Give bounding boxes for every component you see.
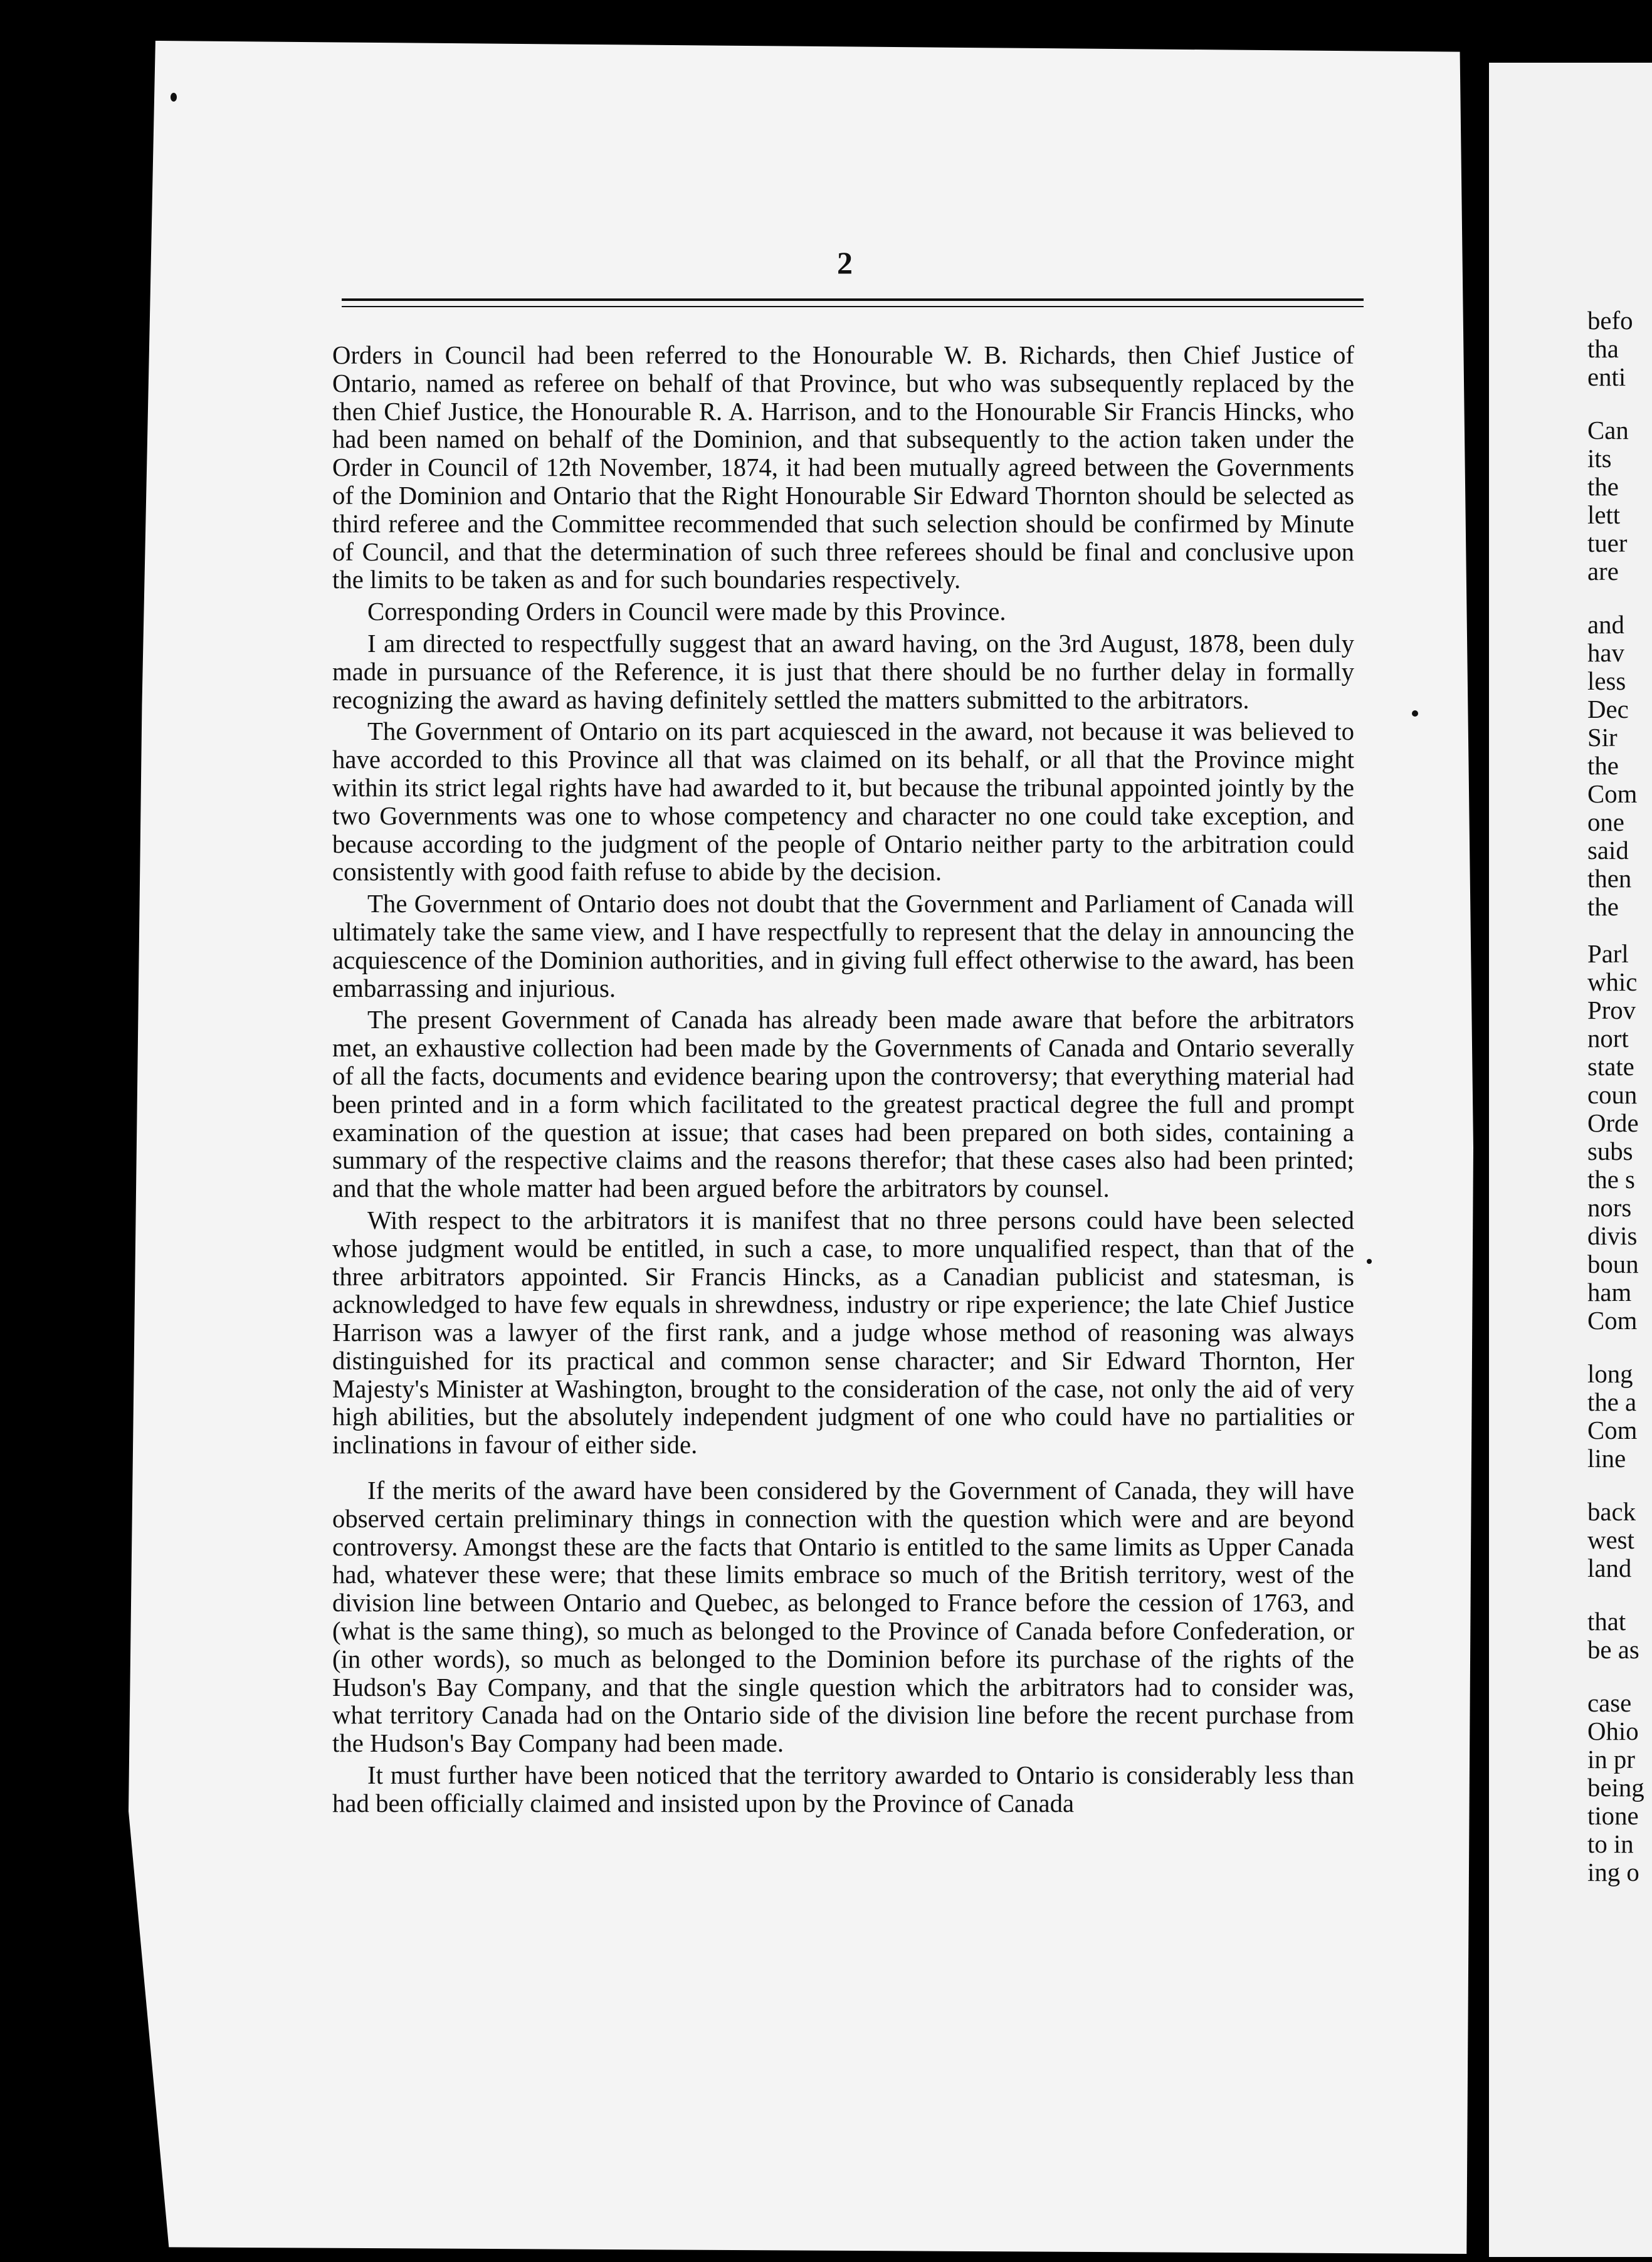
adjacent-page-fragment: the s — [1587, 1165, 1635, 1194]
adjacent-page-fragment: case — [1587, 1689, 1632, 1717]
adjacent-page-fragment: west — [1587, 1526, 1634, 1554]
adjacent-page-fragment: Orde — [1587, 1109, 1639, 1137]
adjacent-page-fragment: Can — [1587, 416, 1629, 445]
adjacent-page-fragment: Dec — [1587, 695, 1629, 723]
adjacent-page-fragment: said — [1587, 836, 1629, 865]
adjacent-page-fragment: nort — [1587, 1024, 1629, 1053]
paragraph: If the merits of the award have been considered by the Government of Canada, they will have observed certain preliminary things in connection with the question which were and are beyond controversy. Amongst these are the facts that Ontario is entitled to the same limits as Upper Canada had, whatever these were; that these limits embrace so much of the British territory, west of the division line between Ontario and Quebec, as belonged to France before the cession of 1763, and (what is the same thing), so much as belonged to the Province of Canada before Confederation, or (in other words), so much as belonged to the Dominion before its purchase of the rights of the Hudson's Bay Company, and that the single question which the arbitrators had to consider was, what territory Canada had on the Ontario side of the division line before the recent purchase from the Hudson's Bay Company had been made. — [332, 1476, 1354, 1758]
adjacent-page-fragment: Prov — [1587, 996, 1636, 1024]
scan-speck — [1367, 1259, 1372, 1264]
adjacent-page-fragment: Com — [1587, 1307, 1638, 1335]
adjacent-page-fragment: land — [1587, 1554, 1632, 1582]
scan-speck — [171, 93, 177, 102]
paragraph: It must further have been noticed that the territory awarded to Ontario is considerably less than had been officially claimed and insisted upon by the Province of Canada — [332, 1761, 1354, 1817]
paragraph: I am directed to respectfully suggest that an award having, on the 3rd August, 1878, been duly made in pursuance of the Reference, it is just that there should be no further delay in formally recognizing the award as having definitely settled the matters submitted to the arbitrators. — [332, 629, 1354, 714]
paragraph: With respect to the arbitrators it is manifest that no three persons could have been selected whose judgment would be entitled, in such a case, to more unqualified respect, than that of the three arbitrators appointed. Sir Francis Hincks, as a Canadian publicist and statesman, is acknowledged to have few equals in shrewdness, industry or ripe experience; the late Chief Justice Harrison was a lawyer of the first rank, and a judge whose method of reasoning was always distinguished for its practical and common sense character; and Sir Edward Thornton, Her Majesty's Minister at Washington, brought to the consideration of the case, not only the aid of very high abilities, but the absolutely independent judgment of one who could have no partialities or inclinations in favour of either side. — [332, 1206, 1354, 1460]
adjacent-page-fragment: tuer — [1587, 529, 1628, 557]
adjacent-page-fragment: coun — [1587, 1081, 1638, 1109]
paragraph: The Government of Ontario on its part acquiesced in the award, not because it was believed to have accorded to this Province all that was claimed on its behalf, or all that the Province might within its strict legal rights have had awarded to it, but because the tribunal appointed jointly by the two Governments was one to whose competency and character no one could take exception, and because according to the judgment of the people of Ontario neither party to the arbitration could consistently with good faith refuse to abide by the decision. — [332, 717, 1354, 886]
adjacent-page-fragment: long — [1587, 1360, 1633, 1388]
adjacent-page-fragment: then — [1587, 865, 1632, 893]
adjacent-page-fragment: Parl — [1587, 940, 1629, 968]
adjacent-page-fragment: Sir — [1587, 723, 1618, 752]
page-number: 2 — [837, 245, 853, 280]
adjacent-page-fragment: divis — [1587, 1222, 1638, 1250]
adjacent-page-fragment: enti — [1587, 363, 1626, 391]
adjacent-page-fragment: hav — [1587, 639, 1624, 667]
adjacent-page-fragment: its — [1587, 445, 1612, 473]
adjacent-page-fragment: tha — [1587, 335, 1619, 363]
adjacent-page-fragment: line — [1587, 1444, 1626, 1473]
adjacent-page-fragment: boun — [1587, 1250, 1639, 1278]
adjacent-page-fragment: back — [1587, 1498, 1636, 1526]
adjacent-page-fragment: subs — [1587, 1137, 1633, 1165]
adjacent-page-fragment: ing o — [1587, 1858, 1639, 1886]
adjacent-page-fragment: are — [1587, 557, 1619, 586]
header-rule-thin — [342, 306, 1364, 307]
adjacent-page-fragment: the — [1587, 473, 1619, 501]
document-body — [332, 342, 1354, 1822]
paragraph: The Government of Ontario does not doubt that the Government and Parliament of Canada will ultimately take the same view, and I have respectfully to represent that the delay in announcing the acquiescence of the Dominion authorities, and in giving full effect otherwise to the award, has been embarrassing and injurious. — [332, 890, 1354, 1002]
adjacent-page-fragment: less — [1587, 667, 1626, 695]
adjacent-page-fragment: the — [1587, 752, 1619, 780]
scan-speck — [1412, 710, 1418, 717]
adjacent-page-fragment: lett — [1587, 501, 1621, 529]
adjacent-page-fragment: to in — [1587, 1830, 1634, 1858]
paragraph: Corresponding Orders in Council were made by this Province. — [367, 597, 1006, 626]
header-rule — [342, 298, 1364, 301]
adjacent-page-fragment: that — [1587, 1607, 1626, 1636]
adjacent-page-fragment: whic — [1587, 968, 1638, 996]
adjacent-page-fragment: ham — [1587, 1278, 1632, 1307]
adjacent-page-fragment: nors — [1587, 1194, 1632, 1222]
adjacent-page-fragment: tione — [1587, 1802, 1639, 1830]
adjacent-page-fragment: the a — [1587, 1388, 1637, 1416]
adjacent-page-fragment: the — [1587, 893, 1619, 921]
adjacent-page-fragment: in pr — [1587, 1745, 1635, 1774]
adjacent-page-fragment: befo — [1587, 307, 1633, 335]
adjacent-page-fragment: be as — [1587, 1636, 1639, 1664]
adjacent-page-fragment: being — [1587, 1774, 1644, 1802]
paragraph: Orders in Council had been referred to the Honourable W. B. Richards, then Chief Justice of Ontario, named as referee on behalf of that Province, but who was subsequently replaced by the then Chief Justice, the Honourable R. A. Harrison, and to the Honourable Sir Francis Hincks, who had been named on behalf of the Dominion, and that subsequently to the action taken under the Order in Council of 12th November, 1874, it had been mutually agreed between the Governments of the Dominion and Ontario that the Right Honourable Sir Edward Thornton should be selected as third referee and the Committee recommended that such selection should be confirmed by Minute of Council, and that the determination of such three referees should be final and conclusive upon the limits to be taken as and for such boundaries respectively. — [332, 341, 1354, 594]
adjacent-page-fragment: and — [1587, 611, 1624, 639]
adjacent-page-fragment: Com — [1587, 780, 1638, 808]
adjacent-page-fragment: Ohio — [1587, 1717, 1639, 1745]
adjacent-page-fragment: one — [1587, 808, 1624, 836]
adjacent-page-fragment: Com — [1587, 1416, 1638, 1444]
adjacent-page-fragment: state — [1587, 1053, 1634, 1081]
paragraph: The present Government of Canada has already been made aware that before the arbitrators met, an exhaustive collection had been made by the Governments of Canada and Ontario severally of all the facts, documents and evidence bearing upon the controversy; that everything material had been printed and in a form which facilitated to the greatest practical degree the full and prompt examination of the question at issue; that cases had been prepared on both sides, containing a summary of the respective claims and the reasons therefor; that these cases also had been printed; and that the whole matter had been argued before the arbitrators by counsel. — [332, 1006, 1354, 1203]
